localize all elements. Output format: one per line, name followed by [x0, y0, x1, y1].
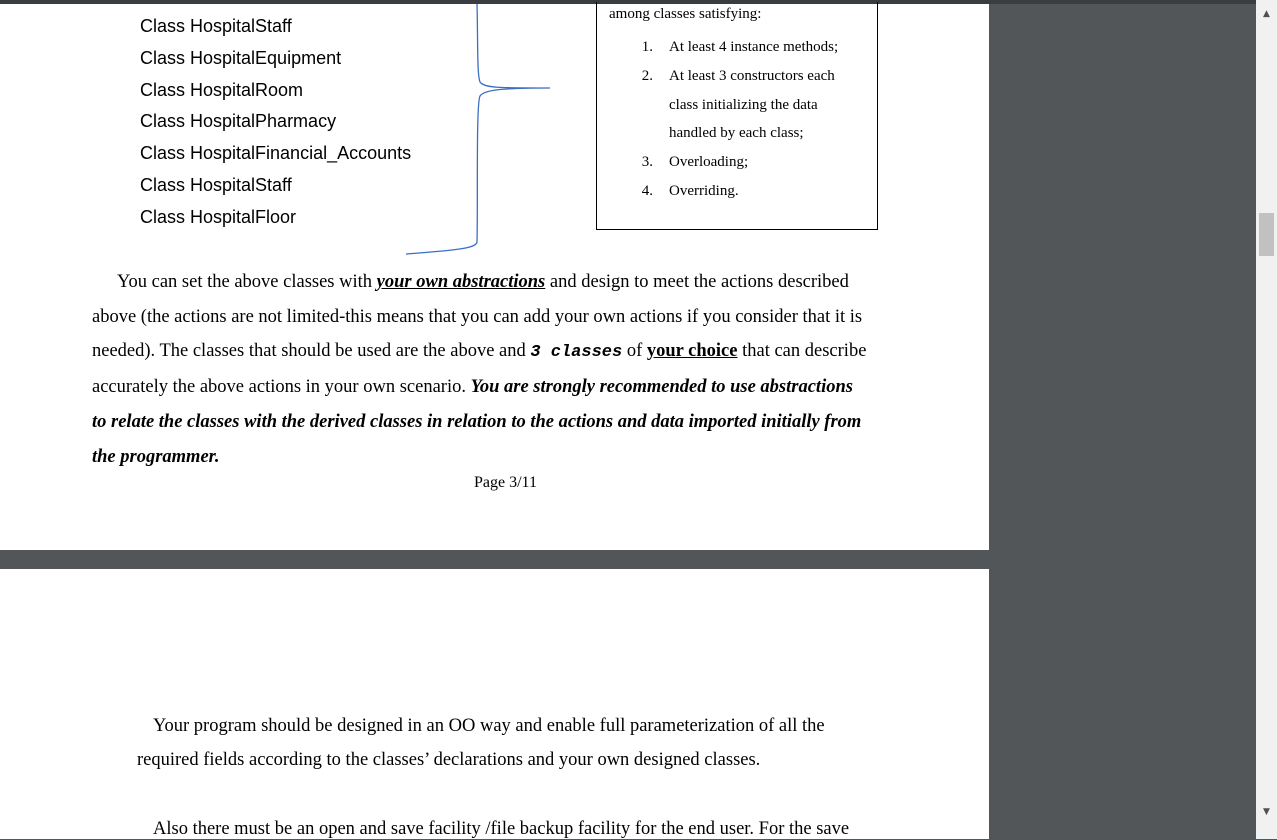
- requirements-intro: among classes satisfying:: [609, 6, 762, 22]
- text-span: accurately the above actions in your own scenario.: [92, 377, 471, 397]
- text-line: [117, 272, 849, 293]
- page-number: Page 3/11: [474, 474, 537, 491]
- emphasis-text: your own abstractions: [376, 272, 546, 292]
- class-item: Class HospitalStaff: [140, 174, 292, 195]
- requirement-text: Overriding.: [669, 183, 739, 199]
- requirement-text: At least 4 instance methods;: [669, 39, 839, 55]
- class-list: [140, 16, 411, 239]
- requirement-number: 3.: [641, 154, 653, 170]
- text-line: [92, 341, 866, 362]
- emphasis-text: You are strongly recommended to use abstractions: [470, 377, 853, 397]
- text-line: required fields according to the classes’ declarations and your own designed classes.: [137, 750, 761, 770]
- class-item: Class HospitalEquipment: [140, 47, 342, 68]
- text-span: You can set the above classes with: [117, 272, 377, 292]
- class-item: Class HospitalPharmacy: [140, 111, 337, 132]
- requirement-text: class initializing the data: [669, 97, 818, 113]
- document-page-3: [0, 4, 989, 550]
- text-line: Also there must be an open and save facility /file backup facility for the end user. For the save: [153, 819, 850, 839]
- text-line: to relate the classes with the derived classes in relation to the actions and data imported initially from: [92, 412, 862, 432]
- class-item: Class HospitalRoom: [140, 79, 304, 100]
- text-span: of: [622, 341, 647, 361]
- requirements-box: [596, 2, 878, 230]
- text-line: the programmer.: [92, 447, 220, 467]
- text-line: above (the actions are not limited-this means that you can add your own actions if you consider that it is: [92, 307, 863, 327]
- text-line: [92, 377, 853, 398]
- text-span: that can describe: [737, 341, 867, 361]
- scroll-up-arrow-icon[interactable]: ▲: [1263, 9, 1270, 19]
- code-text: 3 classes: [530, 343, 623, 362]
- scrollbar-thumb[interactable]: [1259, 213, 1274, 256]
- text-line: Your program should be designed in an OO way and enable full parameterization of all the: [153, 716, 825, 736]
- class-item: Class HospitalStaff: [140, 16, 292, 36]
- vertical-scrollbar[interactable]: [1256, 0, 1277, 839]
- class-item: Class HospitalFinancial_Accounts: [140, 143, 412, 164]
- text-span: needed). The classes that should be used are the above and: [92, 341, 531, 361]
- requirement-number: 4.: [641, 183, 653, 199]
- emphasis-text: your choice: [646, 341, 738, 361]
- document-page-4: [0, 569, 989, 839]
- requirement-text: Overloading;: [669, 154, 749, 170]
- requirement-number: 1.: [641, 39, 653, 55]
- text-span: and design to meet the actions described: [545, 272, 849, 292]
- scroll-down-arrow-icon[interactable]: ▼: [1263, 807, 1270, 817]
- requirement-text: At least 3 constructors each: [669, 68, 835, 84]
- requirement-number: 2.: [641, 68, 653, 84]
- class-item: Class HospitalFloor: [140, 206, 297, 227]
- requirement-text: handled by each class;: [669, 125, 804, 141]
- curly-brace-connector: [400, 4, 560, 260]
